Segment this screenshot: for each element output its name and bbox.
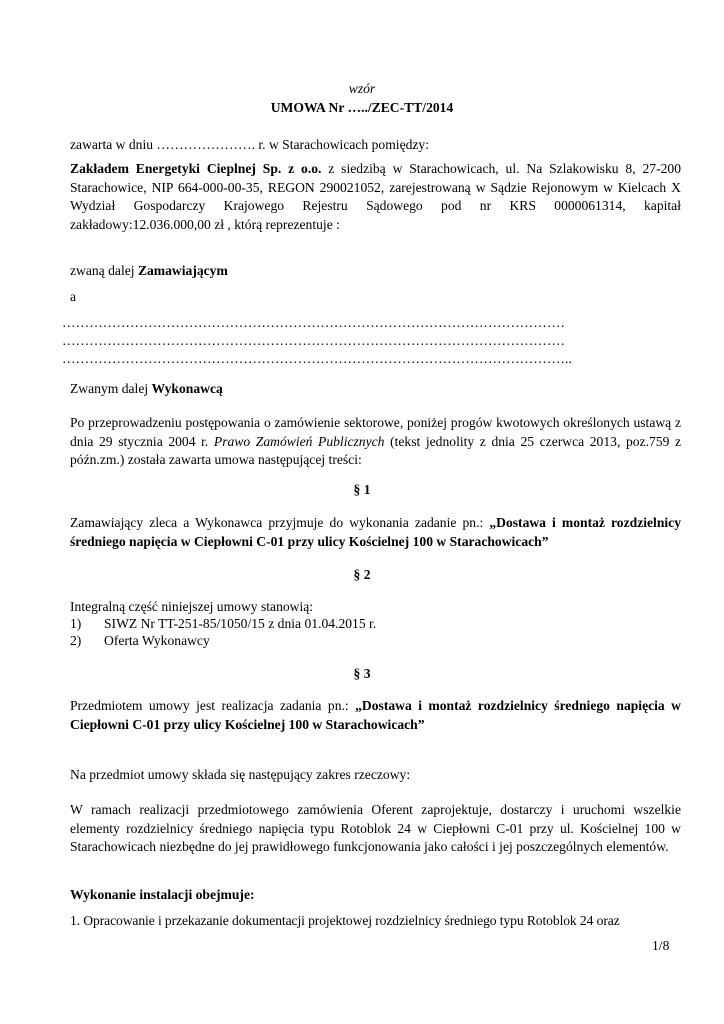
contractor-dotline-1: ………………………………………………………………………………………………… xyxy=(62,315,565,330)
conjunction: a xyxy=(70,289,77,304)
item-number: 2) xyxy=(70,633,82,648)
item-text: Oferta Wykonawcy xyxy=(104,633,210,648)
scope-intro: Na przedmiot umowy składa się następujący zakres rzeczowy: xyxy=(70,767,411,782)
party1-paragraph xyxy=(70,160,681,234)
preamble-law: Prawo Zamówień Publicznych xyxy=(213,433,385,449)
section-3-task: „Dostawa i montaż rozdzielnicy średniego napięcia w Ciepłowni C-01 przy ulicy Kościelnej 100 w Starachowicach” xyxy=(70,698,681,732)
intro-line: zawarta w dniu …………………. r. w Starachowicach pomiędzy: xyxy=(70,137,430,152)
template-label: wzór xyxy=(348,81,376,96)
preamble-paragraph xyxy=(70,414,681,470)
section-1-task: „Dostawa i montaż rozdzielnicy średniego napięcia w Ciepłowni C-01 przy ulicy Kościelnej 100 w Starachowicach” xyxy=(70,515,681,549)
contractor-dotline-3: ………………………………………………………………………………………………….. xyxy=(62,351,572,366)
section-1-text: Zamawiający zleca a Wykonawca przyjmuje do wykonania zadanie pn.: xyxy=(70,515,490,530)
called-contractor-role: Wykonawcą xyxy=(151,381,223,396)
called-employer-prefix: zwaną dalej xyxy=(70,263,138,278)
section-2-item xyxy=(70,632,681,651)
section-2-heading: § 2 xyxy=(353,567,371,582)
called-contractor-prefix: Zwanym dalej xyxy=(70,381,152,396)
party1-name: Zakładem Energetyki Cieplnej Sp. z o.o. xyxy=(70,161,322,176)
called-employer xyxy=(70,262,681,281)
item-text: SIWZ Nr TT-251-85/1050/15 z dnia 01.04.2015 r. xyxy=(104,616,377,631)
installation-item-1: 1. Opracowanie i przekazanie dokumentacji projektowej rozdzielnicy średniego typu Rotoblok 24 oraz xyxy=(70,913,620,928)
section-3-text: Przedmiotem umowy jest realizacja zadania pn.: xyxy=(70,698,356,713)
scope-paragraph: W ramach realizacji przedmiotowego zamówienia Oferent zaprojektuje, dostarczy i uruchomi wszelkie elementy rozdzielnicy średniego napięcia typu Rotoblok 24 w Ciepłowni C-01 przy ul. Kościelnej 100 w Starachowicach niezbędne do jej prawidłowego funkcjonowania jako całości i jej poszczególnych elementów. xyxy=(70,802,681,854)
section-3-paragraph xyxy=(70,697,681,734)
contractor-dotline-2: ………………………………………………………………………………………………… xyxy=(62,333,565,348)
section-2-item xyxy=(70,615,681,634)
preamble-part1: Po przeprowadzeniu postępowania o zamówienie sektorowe, poniżej progów kwotowych określonych ustawą z dnia 29 stycznia 2004 r. xyxy=(70,415,681,449)
preamble-part2: (tekst jednolity z dnia 25 czerwca 2013, poz.759 z późn.zm.) została zawarta umowa następującej treści: xyxy=(70,433,681,467)
called-contractor xyxy=(70,380,681,399)
called-employer-role: Zamawiającym xyxy=(137,263,228,278)
section-3-heading: § 3 xyxy=(353,666,371,681)
installation-heading: Wykonanie instalacji obejmuje: xyxy=(70,887,255,902)
page-number: 1/8 xyxy=(652,938,670,953)
party1-details: z siedzibą w Starachowicach, ul. Na Szlakowisku 8, 27-200 Starachowice, NIP 664-000-00-35, REGON 290021052, zarejestrowaną w Sądzie Rejonowym w Kielcach X Wydział Gospodarczy Krajowego Rejestru Sądowego pod nr KRS 0000061314, kapitał zakładowy:12.036.000,00 zł , którą reprezentuje : xyxy=(70,161,681,232)
section-2-intro: Integralną część niniejszej umowy stanowią: xyxy=(70,599,314,614)
section-1-paragraph xyxy=(70,514,681,551)
contract-title: UMOWA Nr …../ZEC-TT/2014 xyxy=(270,100,454,115)
item-number: 1) xyxy=(70,616,82,631)
section-1-heading: § 1 xyxy=(353,482,371,497)
